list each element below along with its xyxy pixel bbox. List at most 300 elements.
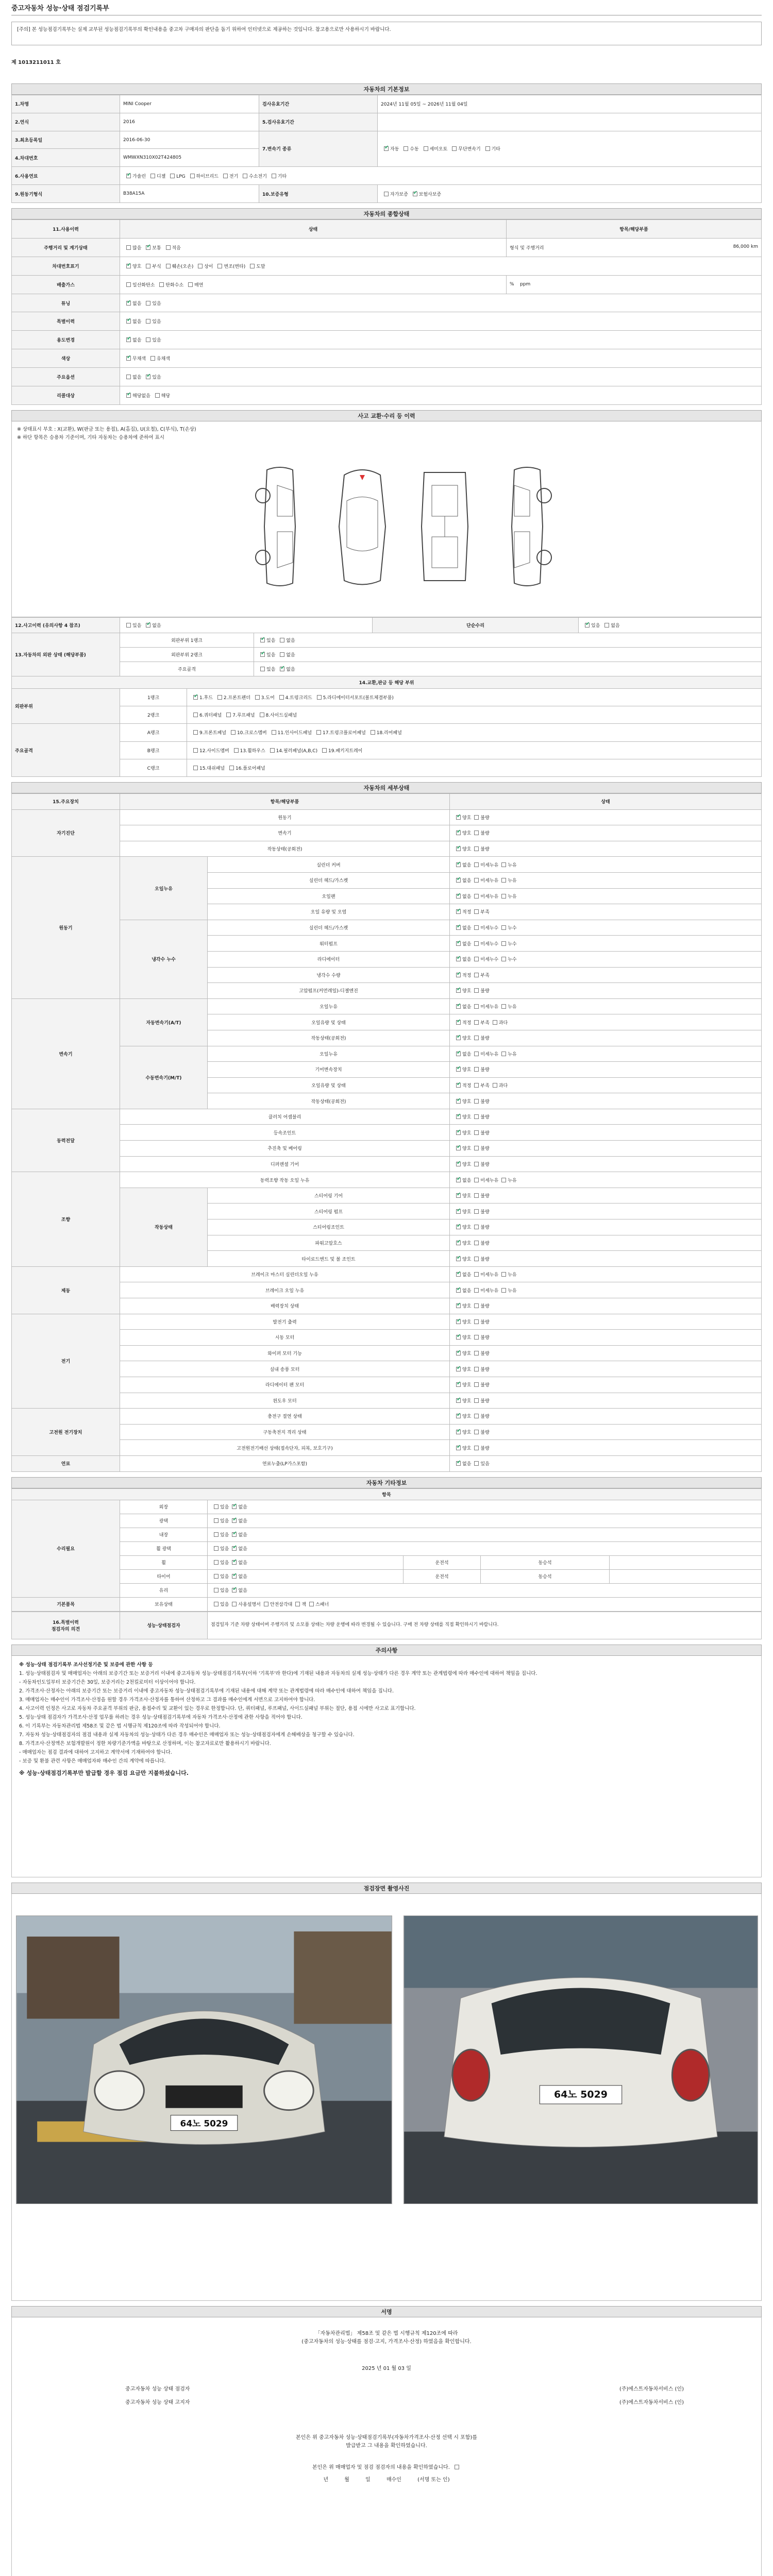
- checkbox-option[interactable]: ✔ 없음: [229, 1588, 247, 1594]
- detail-status: [450, 951, 762, 967]
- checkbox-option[interactable]: 불량: [471, 1446, 489, 1451]
- detail-status: [450, 983, 762, 999]
- car-left-side-icon: [246, 465, 313, 588]
- notifier-org: (주)에스트자동차서비스 (인): [619, 2399, 684, 2405]
- detail-item: 스티어링 기어: [208, 1188, 450, 1204]
- checkbox-option[interactable]: 미세누수: [471, 926, 498, 931]
- checkbox-option[interactable]: 누수: [498, 926, 516, 931]
- checkbox-option[interactable]: 불량: [471, 816, 489, 821]
- detail-row: [12, 1361, 762, 1377]
- summary-options: 일산화탄소 탄화수소 매연: [120, 275, 507, 294]
- detail-item: 파워고압호스: [208, 1235, 450, 1251]
- other-status: [208, 1541, 762, 1555]
- detail-status: [450, 1141, 762, 1157]
- notes-paragraph: 6. 이 기록부는 자동차관리법 제58조 및 같은 법 시행규칙 제120조에 따라 작성되어야 합니다.: [19, 1723, 221, 1729]
- other-row: [12, 1514, 762, 1528]
- detail-status: [450, 1014, 762, 1030]
- summary-table: [11, 219, 762, 405]
- checkbox-option[interactable]: 불량: [471, 1241, 489, 1246]
- checkbox-option[interactable]: ✔ 양호: [453, 1320, 471, 1325]
- checkbox-option[interactable]: 불량: [471, 1351, 489, 1357]
- detail-status: [450, 1282, 762, 1298]
- checkbox-option[interactable]: 불량: [471, 1225, 489, 1230]
- detail-item: 오일유량 및 상태: [208, 1014, 450, 1030]
- checkbox-option[interactable]: ✔ 없음: [229, 1533, 247, 1538]
- summary-label: 색상: [12, 349, 120, 368]
- checkbox-option[interactable]: 과다: [490, 1083, 508, 1089]
- checkbox-option[interactable]: 불량: [471, 989, 489, 994]
- detail-item: 연료누출(LP가스포함): [120, 1455, 450, 1471]
- detail-row: [12, 1156, 762, 1172]
- other-header: 항목: [12, 1488, 762, 1500]
- detail-row: [12, 1314, 762, 1330]
- basic-label: 4.차대번호: [12, 149, 120, 167]
- opinion-text: 점검일자 기준 차량 상태이며 주행거리 및 소모품 상태는 차량 운행에 따라 변경될 수 있습니다. 구매 전 차량 상태를 직접 확인하시기 바랍니다.: [208, 1612, 762, 1639]
- checkbox-option[interactable]: ✔ 양호: [453, 1241, 471, 1246]
- summary-header: 상태: [120, 220, 507, 239]
- checkbox-option[interactable]: 부족: [471, 910, 489, 915]
- detail-item: 변속기: [120, 825, 450, 841]
- detail-status: [450, 1109, 762, 1125]
- detail-item: 오일누유: [208, 998, 450, 1014]
- detail-status: [450, 1188, 762, 1204]
- rear-plate: 64노 5029: [554, 2089, 608, 2100]
- checkbox-option[interactable]: 누유: [498, 894, 516, 900]
- opinion-label: 16.특별이력 점검자의 의견: [12, 1612, 120, 1639]
- checkbox-option[interactable]: 불량: [471, 1131, 489, 1136]
- checkbox-option[interactable]: 불량: [471, 1146, 489, 1151]
- detail-row: [12, 857, 762, 873]
- checkbox-option[interactable]: 불량: [471, 1383, 489, 1388]
- checkbox-option[interactable]: 미세누유: [471, 1289, 498, 1294]
- checkbox-option[interactable]: ✔ 양호: [453, 831, 471, 836]
- checkbox-option[interactable]: ✔ 양호: [453, 1430, 471, 1435]
- car-diagram: [11, 421, 762, 617]
- notes-paragraph: 5. 성능·상태 점검자가 가격조사·산정 업무를 하려는 경우 성능·상태점검기록부에 자동차 가격조사·산정에 관한 사항을 적어야 합니다.: [19, 1714, 303, 1720]
- notes-title: 주의사항: [11, 1645, 762, 1656]
- checkbox-option[interactable]: 불량: [471, 1115, 489, 1120]
- checkbox-option[interactable]: ✔ 양호: [453, 1304, 471, 1309]
- detail-row: [12, 1266, 762, 1282]
- detail-item: 냉각수 수량: [208, 967, 450, 983]
- other-group: 수리필요: [12, 1500, 120, 1597]
- other-status: [208, 1500, 762, 1514]
- checkbox-option[interactable]: 부족: [471, 1021, 489, 1026]
- detail-subgroup: 오일누유: [120, 857, 208, 920]
- detail-item: 윈도우 모터: [120, 1393, 450, 1409]
- basic-table: [11, 95, 762, 203]
- notes-paragraph: 4. 사고이력 인정은 사고로 자동차 주요골격 부위의 판금, 용접수리 및 교환이 있는 경우로 한정합니다. 단, 쿼터패널, 루프패널, 사이드실패널 부위는 절단, 용접 시에만 사고로 표기합니다.: [19, 1705, 416, 1711]
- checkbox-option[interactable]: 누수: [498, 942, 516, 947]
- notice-box: [주의] 본 성능점검기록부는 실제 교부된 성능점검기록부의 확인내용을 중고차 구매자의 판단을 돕기 위하여 인터넷으로 제공하는 것입니다. 참고용으로만 사용하시기 바랍니다.: [11, 22, 762, 45]
- detail-status: [450, 920, 762, 936]
- detail-item: 고압펌프(커먼레일)-디젤엔진: [208, 983, 450, 999]
- checkbox-option[interactable]: ✔ 양호: [453, 1036, 471, 1041]
- detail-group: 원동기: [12, 857, 120, 998]
- notifier-role: 중고자동차 성능 상태 고지자: [125, 2399, 190, 2405]
- checkbox-option[interactable]: ✔ 양호: [453, 1367, 471, 1372]
- accident-options: 있음 ✔ 없음: [120, 618, 373, 633]
- checkbox-option[interactable]: 있음: [211, 1574, 229, 1580]
- checkbox-option[interactable]: 있음: [211, 1547, 229, 1552]
- accident-title: 사고 교환·수리 등 이력: [11, 410, 762, 421]
- checkbox-option[interactable]: 누유: [498, 878, 516, 884]
- checkbox-option[interactable]: ✔ 양호: [453, 1414, 471, 1419]
- checkbox-option[interactable]: 있음: [211, 1561, 229, 1566]
- accident-section: [11, 410, 762, 777]
- notes-paragraph: 2. 가격조사·산정자는 아래의 보증기간 또는 보증거리 이내에 중고자동차 성능·상태점검기록부에 기재된 내용에 대해 계약 또는 관계법령에 따라 매수인에 대하여 책임을 집니다.: [19, 1688, 394, 1694]
- checkbox-option[interactable]: 불량: [471, 1099, 489, 1105]
- checkbox-option[interactable]: 부족: [471, 1083, 489, 1089]
- simple-repair-label: 단순수리: [373, 618, 579, 633]
- checkbox-option[interactable]: 불량: [471, 831, 489, 836]
- checkbox-option[interactable]: 미세누수: [471, 957, 498, 962]
- detail-item: 오일누유: [208, 1046, 450, 1062]
- checkbox-option[interactable]: 불량: [471, 1399, 489, 1404]
- diagram-legend: ※ 상태표시 부호 : X(교환), W(판금 또는 용접), A(흠집), U(요철), C(부식), T(손상) ※ 하단 항목은 승용차 기준이며, 기타 자동차는 승용차에 준하여 표시: [17, 427, 196, 440]
- checkbox-option[interactable]: ✔ 없음: [453, 878, 471, 884]
- detail-table: [11, 793, 762, 1472]
- checkbox-option[interactable]: 불량: [471, 1430, 489, 1435]
- detail-status: [450, 841, 762, 857]
- other-status: [208, 1583, 762, 1597]
- frame-rank: C랭크: [120, 759, 187, 776]
- buyer-signature-line: 년 월 일 매수인 (서명 또는 인): [323, 2477, 450, 2483]
- checkbox-option[interactable]: 있음: [211, 1519, 229, 1524]
- checkbox-option[interactable]: ✔ 양호: [453, 989, 471, 994]
- checkbox-option[interactable]: ✔ 양호: [453, 1210, 471, 1215]
- detail-item: 스티어링 펌프: [208, 1204, 450, 1219]
- other-row: [12, 1569, 762, 1583]
- detail-status: [450, 1361, 762, 1377]
- checkbox-option[interactable]: ✔ 양호: [453, 1351, 471, 1357]
- summary-label: 배출가스: [12, 275, 120, 294]
- checkbox-option[interactable]: ✔ 없음: [453, 1052, 471, 1057]
- notes-paragraph: - 매매업자는 점검 결과에 대하여 고지하고 계약서에 기재하여야 합니다.: [19, 1749, 172, 1755]
- detail-row: [12, 1046, 762, 1062]
- checkbox-option[interactable]: ✔ 적정: [453, 910, 471, 915]
- detail-item: 브레이크 오일 누유: [120, 1282, 450, 1298]
- detail-row: [12, 1345, 762, 1361]
- detail-row: [12, 1440, 762, 1456]
- checkbox-option[interactable]: 있음: [211, 1588, 229, 1594]
- checkbox-option[interactable]: 있음: [211, 1602, 229, 1607]
- detail-status: [450, 1062, 762, 1078]
- detail-row: [12, 998, 762, 1014]
- checkbox-option[interactable]: ✔ 양호: [453, 847, 471, 852]
- checkbox-option[interactable]: 안전삼각대: [261, 1602, 292, 1607]
- detail-subgroup: 수동변속기(M/T): [120, 1046, 208, 1109]
- notes-section: [11, 1645, 762, 1877]
- detail-item: 브레이크 마스터 실린더오일 누유: [120, 1266, 450, 1282]
- other-row: [12, 1541, 762, 1555]
- checkbox-option[interactable]: ✔ 없음: [229, 1519, 247, 1524]
- basic-label: 9.원동기형식: [12, 185, 120, 203]
- checkbox-option[interactable]: 누수: [498, 957, 516, 962]
- detail-status: [450, 1314, 762, 1330]
- checkbox-option[interactable]: 불량: [471, 1320, 489, 1325]
- detail-group: 변속기: [12, 998, 120, 1109]
- checkbox-option[interactable]: ✔ 양호: [453, 1131, 471, 1136]
- notes-paragraph: - 보증 및 환불 관련 사항은 매매업자와 매수인 간의 계약에 따릅니다.: [19, 1758, 166, 1764]
- checkbox-option[interactable]: ✔ 없음: [229, 1561, 247, 1566]
- basic-label: 5.검사유효기간: [259, 113, 378, 131]
- detail-header: 상태: [450, 794, 762, 810]
- summary-header: 항목/해당부품: [507, 220, 762, 239]
- basic-section: [11, 83, 762, 203]
- opinion-sub: 성능·상태점검자: [120, 1612, 208, 1639]
- detail-status: [450, 1440, 762, 1456]
- basic-label: 7.변속기 종류: [259, 131, 378, 167]
- checkbox-option[interactable]: ✔ 적정: [453, 973, 471, 978]
- summary-options: 많음 ✔ 보통 적음: [120, 238, 507, 257]
- checkbox-option[interactable]: 미세누수: [471, 942, 498, 947]
- detail-item: 와이퍼 모터 기능: [120, 1345, 450, 1361]
- document-title: 중고자동차 성능·상태 점검기록부: [11, 0, 762, 15]
- checkbox-option[interactable]: ✔ 양호: [453, 1383, 471, 1388]
- warranty-options: 자가보증 ✔ 보험사보증: [378, 185, 762, 203]
- checkbox-option[interactable]: 불량: [471, 1304, 489, 1309]
- detail-status: [450, 1077, 762, 1093]
- checkbox-option[interactable]: ✔ 양호: [453, 1162, 471, 1167]
- summary-label: 차대번호표기: [12, 257, 120, 275]
- detail-item: 실린더 헤드/가스켓: [208, 872, 450, 888]
- summary-options: ✔ 무채색 유채색: [120, 349, 762, 368]
- mileage-value: 86,000 km: [733, 244, 758, 249]
- checkbox-option[interactable]: 미세누유: [471, 1273, 498, 1278]
- checkbox-option[interactable]: 불량: [471, 1367, 489, 1372]
- checkbox-option[interactable]: 과다: [490, 1021, 508, 1026]
- other-item: 휠: [120, 1555, 208, 1569]
- detail-item: 시동 모터: [120, 1330, 450, 1346]
- other-item: 보유상태: [120, 1597, 208, 1611]
- checkbox-option[interactable]: ✔ 적정: [453, 1083, 471, 1089]
- checkbox-option[interactable]: ✔ 없음: [229, 1547, 247, 1552]
- checkbox-option[interactable]: 불량: [471, 1067, 489, 1073]
- checkbox-option[interactable]: 있음: [211, 1505, 229, 1510]
- checkbox-option[interactable]: 누유: [498, 1178, 516, 1183]
- checkbox-option[interactable]: 불량: [471, 1194, 489, 1199]
- detail-status: [450, 1046, 762, 1062]
- detail-row: [12, 1393, 762, 1409]
- checkbox-option[interactable]: ✔ 없음: [229, 1505, 247, 1510]
- detail-status: [450, 872, 762, 888]
- detail-row: [12, 1188, 762, 1204]
- checkbox-option[interactable]: ✔ 없음: [453, 957, 471, 962]
- basic-label: 3.최초등록일: [12, 131, 120, 149]
- other-side-label: 운전석: [404, 1555, 481, 1569]
- other-table: [11, 1488, 762, 1612]
- basic-value: MINI Cooper: [120, 95, 259, 113]
- other-item: 타이어: [120, 1569, 208, 1583]
- checkbox-option[interactable]: ✔ 양호: [453, 1446, 471, 1451]
- detail-title: 자동차의 세부상태: [11, 782, 762, 793]
- rank-row-label: 외판부위 2랭크: [120, 648, 254, 662]
- detail-status: [450, 1409, 762, 1425]
- detail-item: 오일팬: [208, 888, 450, 904]
- other-item: 외장: [120, 1500, 208, 1514]
- checkbox-option[interactable]: 불량: [471, 1257, 489, 1262]
- detail-status: [450, 1330, 762, 1346]
- frame-rank: B랭크: [120, 741, 187, 759]
- checkbox-option[interactable]: 누유: [498, 1005, 516, 1010]
- checkbox-option[interactable]: 불량: [471, 1414, 489, 1419]
- detail-status: [450, 1093, 762, 1109]
- notes-body: [11, 1656, 762, 1877]
- checkbox-option[interactable]: 있음: [211, 1533, 229, 1538]
- checkbox-option[interactable]: ✔ 없음: [453, 1273, 471, 1278]
- checkbox-option[interactable]: 누유: [498, 1273, 516, 1278]
- frame-parts: 9.프론트패널 10.크로스멤버 11.인사이드패널 17.트렁크플로어패널 18.리어패널: [187, 724, 762, 741]
- detail-status: [450, 1172, 762, 1188]
- checkbox-option[interactable]: 부족: [471, 973, 489, 978]
- detail-item: 등속조인트: [120, 1125, 450, 1141]
- checkbox-option[interactable]: 미세누유: [471, 1178, 498, 1183]
- car-top-icon: [329, 465, 396, 588]
- sign-box: [11, 2317, 762, 2576]
- notes-paragraph: 8. 가격조사·산정액은 보험개발원이 정한 차량기준가액을 바탕으로 산정하며, 이는 참고자료로만 활용하시기 바랍니다.: [19, 1740, 271, 1747]
- other-row: [12, 1528, 762, 1541]
- checkbox-option[interactable]: 사용설명서: [229, 1602, 260, 1607]
- detail-item: 라디에이터: [208, 951, 450, 967]
- detail-row: [12, 1424, 762, 1440]
- checkbox-option[interactable]: 불량: [471, 1210, 489, 1215]
- checkbox-option[interactable]: ✔ 없음: [229, 1574, 247, 1580]
- other-item: 휠 광택: [120, 1541, 208, 1555]
- detail-item: 실린더 커버: [208, 857, 450, 873]
- detail-item: 작동상태(공회전): [208, 1030, 450, 1046]
- checkbox-option[interactable]: ✔ 양호: [453, 1194, 471, 1199]
- summary-options: ✔ 없음 있음: [120, 312, 762, 331]
- frame-rank: 2랭크: [120, 706, 187, 724]
- detail-item: 원동기: [120, 809, 450, 825]
- frame-parts: ✔ 1.후드 2.프론트펜더 3.도어 4.트렁크리드 5.라디에이터서포트(볼트체결부품): [187, 689, 762, 706]
- detail-status: [450, 1219, 762, 1235]
- checkbox-option[interactable]: 미세누유: [471, 878, 498, 884]
- frame-parts: 12.사이드멤버 13.휠하우스 14.필러패널(A,B,C) 19.패키지트레이: [187, 741, 762, 759]
- detail-item: 발전기 출력: [120, 1314, 450, 1330]
- detail-status: [450, 1424, 762, 1440]
- basic-value: 2016: [120, 113, 259, 131]
- checkbox-option[interactable]: ✔ 없음: [453, 1178, 471, 1183]
- summary-options: ✔ 없음 있음: [120, 294, 762, 312]
- checkbox-option[interactable]: 누유: [498, 1052, 516, 1057]
- checkbox-option[interactable]: ✔ 적정: [453, 1021, 471, 1026]
- checkbox-option[interactable]: 불량: [471, 847, 489, 852]
- other-status: [208, 1555, 404, 1569]
- other-status: [208, 1597, 762, 1611]
- detail-status: [450, 1266, 762, 1282]
- checkbox-option[interactable]: ✔ 양호: [453, 1146, 471, 1151]
- basic-label: 6.사용연료: [12, 167, 120, 185]
- detail-item: 스티어링조인트: [208, 1219, 450, 1235]
- detail-row: [12, 1409, 762, 1425]
- checkbox-option[interactable]: 잭: [292, 1602, 306, 1607]
- buyer-statement: 본인은 위 중고자동차 성능·상태점검기록부(자동차가격조사·산정 선택 시 포함)를 발급받고 그 내용을 확인하였습니다.: [295, 2434, 477, 2449]
- checkbox-option[interactable]: 미세누유: [471, 1052, 498, 1057]
- checkbox-option[interactable]: ✔ 없음: [453, 942, 471, 947]
- inspector-role: 중고자동차 성능 상태 점검자: [125, 2386, 190, 2392]
- accident-label: 12.사고이력 (유의사항 4 참조): [12, 618, 120, 633]
- checkbox-option[interactable]: ✔ 없음: [453, 1462, 471, 1467]
- detail-status: [450, 1125, 762, 1141]
- summary-label: 특별이력: [12, 312, 120, 331]
- detail-row: [12, 1377, 762, 1393]
- checkbox-option[interactable]: 누유: [498, 1289, 516, 1294]
- checkbox-option[interactable]: ✔ 없음: [453, 1005, 471, 1010]
- checkbox-option[interactable]: ✔ 양호: [453, 816, 471, 821]
- checkbox-option[interactable]: 미세누유: [471, 863, 498, 868]
- checkbox-option[interactable]: ✔ 없음: [453, 1289, 471, 1294]
- sign-section: [11, 2306, 762, 2576]
- checkbox-option[interactable]: 미세누유: [471, 894, 498, 900]
- checkbox-option[interactable]: ✔ 양호: [453, 1335, 471, 1341]
- summary-label: 용도변경: [12, 331, 120, 349]
- checkbox-option[interactable]: ✔ 양호: [453, 1225, 471, 1230]
- simple-repair-options: ✔ 있음 없음: [579, 618, 762, 633]
- accident-table: [11, 617, 762, 777]
- detail-row: [12, 920, 762, 936]
- detail-row: [12, 1172, 762, 1188]
- checkbox-option[interactable]: ✔ 양호: [453, 1257, 471, 1262]
- detail-group: 제동: [12, 1266, 120, 1314]
- checkbox-option[interactable]: ✔ 없음: [453, 926, 471, 931]
- checkbox-option[interactable]: 있음: [471, 1462, 489, 1467]
- checkbox-option[interactable]: 스패너: [306, 1602, 329, 1607]
- detail-subgroup: 작동상태: [120, 1188, 208, 1266]
- checkbox-option[interactable]: 누유: [498, 863, 516, 868]
- checkbox-option[interactable]: ✔ 없음: [453, 894, 471, 900]
- confirm-checkbox[interactable]: [455, 2465, 459, 2469]
- checkbox-option[interactable]: 불량: [471, 1335, 489, 1341]
- detail-row: [12, 1330, 762, 1346]
- detail-status: [450, 1251, 762, 1267]
- detail-group: 자기진단: [12, 809, 120, 857]
- checkbox-option[interactable]: ✔ 양호: [453, 1067, 471, 1073]
- checkbox-option[interactable]: ✔ 양호: [453, 1115, 471, 1120]
- other-row: [12, 1500, 762, 1514]
- checkbox-option[interactable]: 불량: [471, 1036, 489, 1041]
- notes-paragraph: 3. 매매업자는 매수인이 가격조사·산정을 원할 경우 가격조사·산정자를 통하여 산정하고 그 결과를 매수인에게 서면으로 고지하여야 합니다.: [19, 1697, 315, 1703]
- fuel-options: ✔ 가솔린 디젤 LPG 하이브리드 전기 수소전기 기타: [120, 167, 762, 185]
- checkbox-option[interactable]: 미세누유: [471, 1005, 498, 1010]
- detail-item: 라디에이터 팬 모터: [120, 1377, 450, 1393]
- detail-item: 디퍼렌셜 기어: [120, 1156, 450, 1172]
- detail-group: 연료: [12, 1455, 120, 1471]
- sign-date: 2025 년 01 월 03 일: [362, 2365, 411, 2371]
- checkbox-option[interactable]: ✔ 없음: [453, 863, 471, 868]
- detail-subgroup: 자동변속기(A/T): [120, 998, 208, 1046]
- frame-group: 외판부위: [12, 689, 120, 724]
- car-right-side-icon: [494, 465, 561, 588]
- detail-row: [12, 1125, 762, 1141]
- other-side-label: 운전석: [404, 1569, 481, 1583]
- document-number: 제 1013211011 호: [11, 60, 61, 65]
- inspector-org: (주)에스트자동차서비스 (인): [619, 2386, 684, 2392]
- detail-row: [12, 1109, 762, 1125]
- detail-status: [450, 1030, 762, 1046]
- checkbox-option[interactable]: ✔ 양호: [453, 1399, 471, 1404]
- basic-label: 2.연식: [12, 113, 120, 131]
- checkbox-option[interactable]: ✔ 양호: [453, 1099, 471, 1105]
- detail-item: 오일 유량 및 오염: [208, 904, 450, 920]
- detail-subgroup: 냉각수 누수: [120, 920, 208, 998]
- checkbox-option[interactable]: 불량: [471, 1162, 489, 1167]
- photos-title: 점검장면 촬영사진: [11, 1883, 762, 1894]
- summary-label: 주행거리 및 계기상태: [12, 238, 120, 257]
- buyer-confirm: 본인은 위 매매업자 및 점검 점검자의 내용을 확인하였습니다.: [12, 2463, 761, 2470]
- detail-item: 워터펌프: [208, 936, 450, 952]
